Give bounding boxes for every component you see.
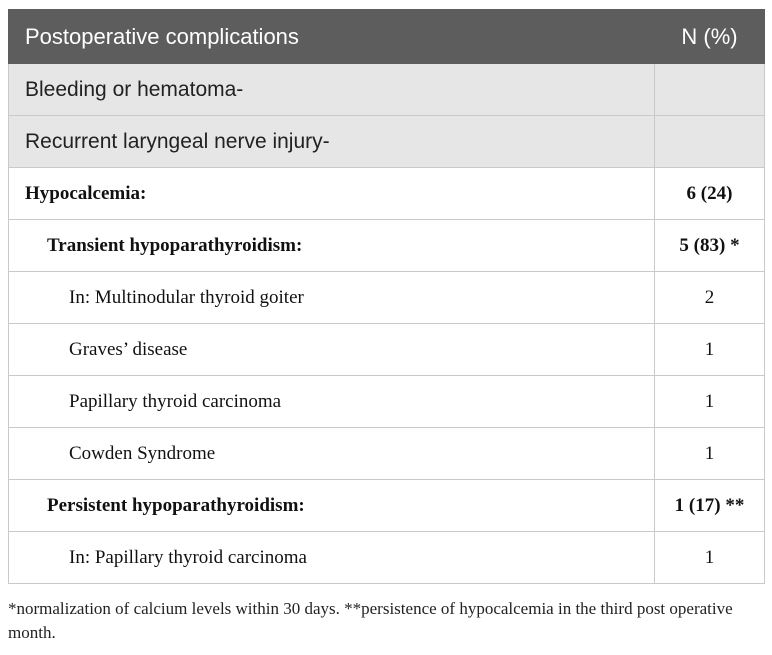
- row-label: Recurrent laryngeal nerve injury-: [9, 116, 655, 168]
- row-value: 2: [655, 272, 765, 324]
- header-value: N (%): [655, 10, 765, 64]
- row-label: Hypocalcemia:: [9, 168, 655, 220]
- row-label: In: Papillary thyroid carcinoma: [9, 532, 655, 584]
- table-row: [9, 532, 765, 584]
- row-value: 1: [655, 376, 765, 428]
- row-value: [655, 116, 765, 168]
- header-label: Postoperative complications: [9, 10, 655, 64]
- row-label: Papillary thyroid carcinoma: [9, 376, 655, 428]
- row-value: 1: [655, 324, 765, 376]
- row-label: Bleeding or hematoma-: [9, 64, 655, 116]
- row-label: Graves’ disease: [9, 324, 655, 376]
- row-value: [655, 64, 765, 116]
- table-row: [9, 220, 765, 272]
- row-value: 1: [655, 532, 765, 584]
- row-label: In: Multinodular thyroid goiter: [9, 272, 655, 324]
- table-row: [9, 64, 765, 116]
- table-row: [9, 116, 765, 168]
- row-label: Persistent hypoparathyroidism:: [9, 480, 655, 532]
- table-row: [9, 272, 765, 324]
- table-row: [9, 168, 765, 220]
- table-footnote: *normalization of calcium levels within 30 days. **persistence of hypocalcemia in the third post operative month.: [8, 599, 733, 642]
- row-value: 6 (24): [655, 168, 765, 220]
- table-row: [9, 324, 765, 376]
- table-row: [9, 376, 765, 428]
- table-row: [9, 428, 765, 480]
- complications-table: [8, 9, 765, 584]
- row-value: 5 (83) *: [655, 220, 765, 272]
- row-label: Transient hypoparathyroidism:: [9, 220, 655, 272]
- row-value: 1 (17) **: [655, 480, 765, 532]
- table-header-row: [9, 10, 765, 64]
- row-value: 1: [655, 428, 765, 480]
- row-label: Cowden Syndrome: [9, 428, 655, 480]
- table-row: [9, 480, 765, 532]
